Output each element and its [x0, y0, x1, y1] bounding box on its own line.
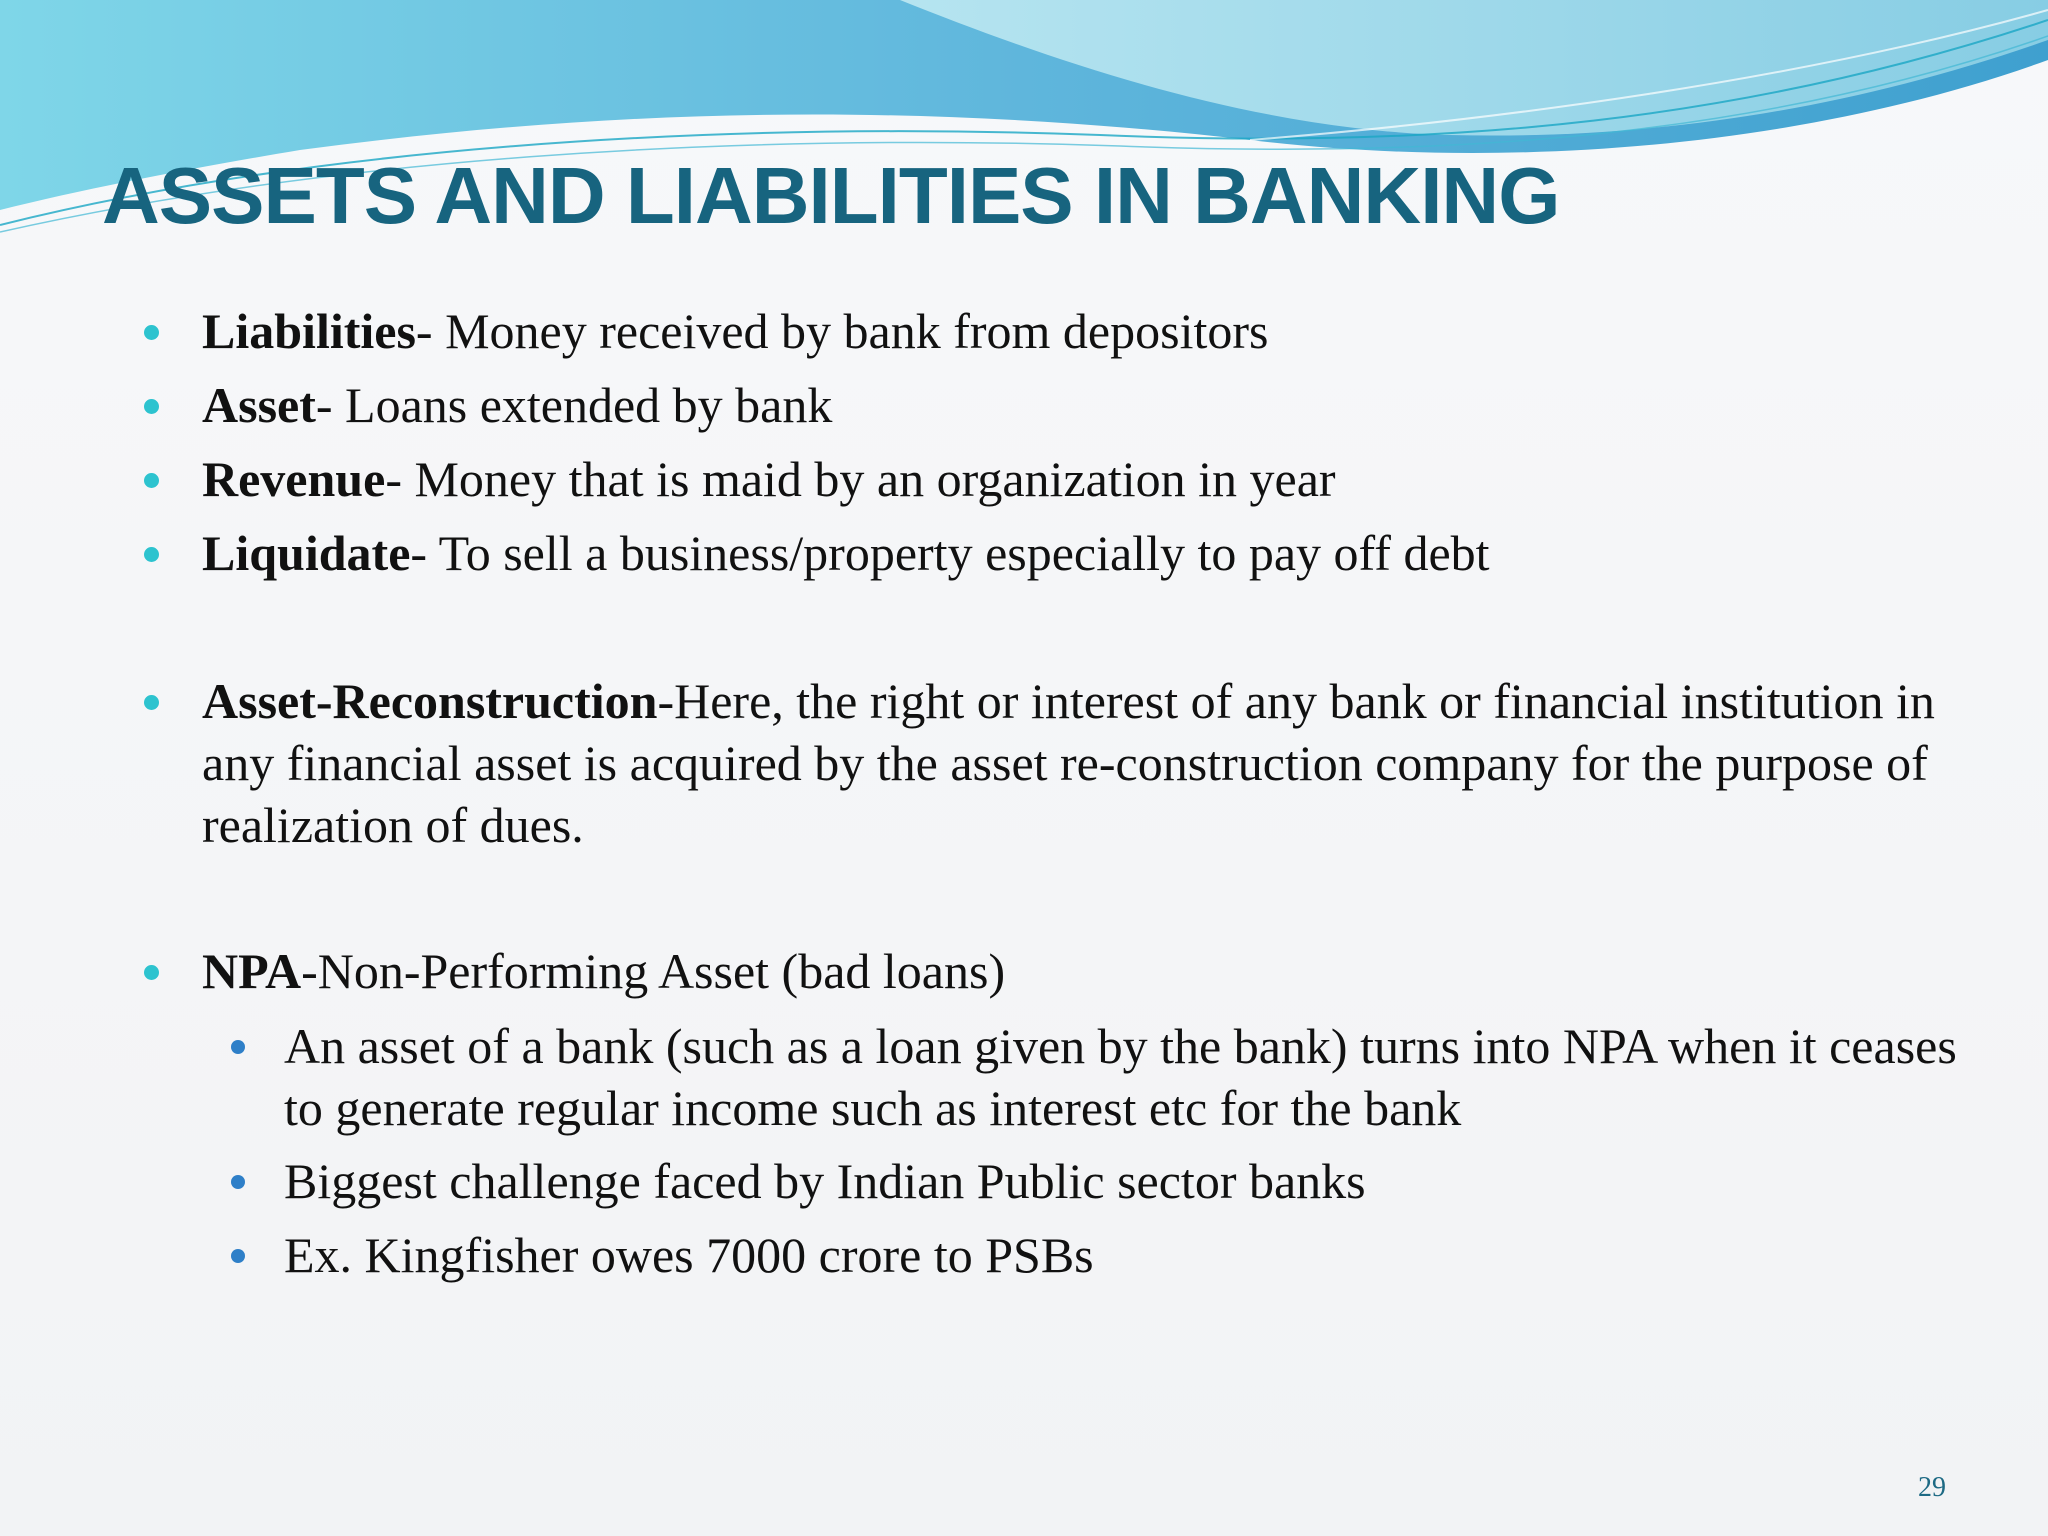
sub-bullet-dot-icon — [231, 1249, 245, 1263]
bullet-term: Liabilities — [202, 303, 416, 359]
bullet-text: - Money received by bank from depositors — [415, 303, 1269, 359]
bullet-npa — [202, 940, 1962, 1002]
slide-title: ASSETS AND LIABILITIES IN BANKING — [102, 151, 1560, 240]
page-number: 29 — [1918, 1472, 1946, 1503]
bullet-dot-icon — [144, 473, 159, 488]
sub-bullet-dot-icon — [231, 1040, 245, 1054]
bullet-dot-icon — [144, 965, 159, 980]
sub-bullet-text: An asset of a bank (such as a loan given by the bank) turns into NPA when it ceases to generate regular income such as interest etc for the bank — [284, 1018, 1957, 1136]
bullet-liquidate — [202, 522, 1962, 584]
bullet-text: -Here, the right or interest of any bank or financial institution in any financial asset is acquired by the asset re-construction company for the purpose of realization of dues. — [202, 673, 1935, 853]
bullet-term: Asset-Reconstruction — [202, 673, 658, 729]
bullet-term: Liquidate — [202, 525, 411, 581]
bullet-term: NPA — [202, 943, 302, 999]
bullet-text: - Loans extended by bank — [315, 377, 833, 433]
bullet-term: Revenue — [202, 451, 386, 507]
bullet-asset — [202, 374, 1962, 436]
bullet-text: - To sell a business/property especially to pay off debt — [410, 525, 1490, 581]
bullet-dot-icon — [144, 399, 159, 414]
bullet-text: - Money that is maid by an organization in year — [385, 451, 1336, 507]
sub-bullet-npa-example — [284, 1224, 1964, 1286]
bullet-term: Asset — [202, 377, 316, 433]
sub-bullet-dot-icon — [231, 1175, 245, 1189]
bullet-dot-icon — [144, 695, 159, 710]
bullet-revenue — [202, 448, 1962, 510]
sub-bullet-text: Ex. Kingfisher owes 7000 crore to PSBs — [284, 1227, 1094, 1283]
bullet-text: -Non-Performing Asset (bad loans) — [301, 943, 1006, 999]
bullet-liabilities — [202, 300, 1962, 362]
bullet-dot-icon — [144, 547, 159, 562]
sub-bullet-npa-definition — [284, 1015, 1964, 1139]
sub-bullet-npa-challenge — [284, 1150, 1964, 1212]
sub-bullet-text: Biggest challenge faced by Indian Public sector banks — [284, 1153, 1366, 1209]
bullet-asset-reconstruction — [202, 670, 1962, 856]
bullet-dot-icon — [144, 325, 159, 340]
